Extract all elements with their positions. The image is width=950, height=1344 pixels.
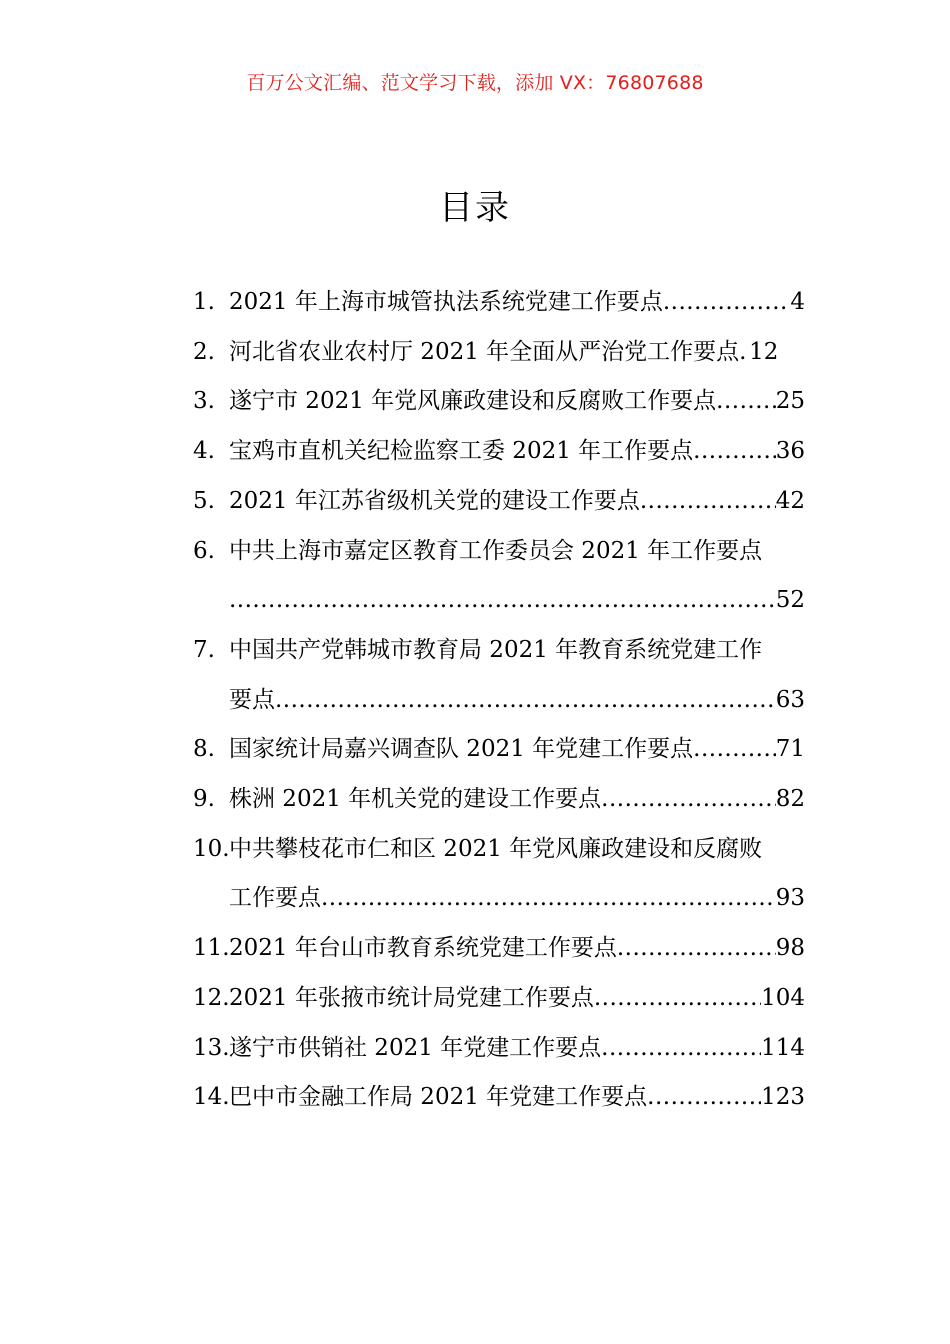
entry-title-continued: 工作要点: [229, 885, 321, 912]
entry-number: 4.: [193, 438, 215, 465]
entry-page: 71: [775, 736, 805, 763]
entry-page: 36: [775, 438, 805, 465]
dot-leader: [601, 775, 776, 825]
entry-number: 1.: [193, 289, 215, 315]
entry-number: 9.: [193, 786, 215, 813]
toc-entry[interactable]: [193, 527, 805, 626]
dot-leader: [640, 477, 776, 527]
entry-number: 14.: [193, 1084, 230, 1111]
toc-entry[interactable]: [193, 924, 805, 974]
page-title: 目录: [439, 188, 511, 228]
entry-page: 82: [775, 786, 805, 813]
dot-leader: [716, 377, 776, 427]
dot-leader: [617, 924, 776, 974]
entry-title: 巴中市金融工作局 2021 年党建工作要点: [229, 1084, 648, 1111]
entry-number: 6.: [193, 537, 215, 564]
entry-number: 10.: [193, 835, 230, 862]
entry-title: 2021 年江苏省级机关党的建设工作要点: [229, 487, 640, 514]
toc-entry[interactable]: [193, 825, 805, 924]
toc-entry[interactable]: [193, 974, 805, 1024]
entry-title: 2021 年台山市教育系统党建工作要点: [229, 935, 617, 962]
dot-leader: [275, 676, 776, 726]
entry-page: 42: [775, 487, 805, 514]
toc-entry[interactable]: [193, 725, 805, 775]
entry-title: 株洲 2021 年机关党的建设工作要点: [229, 786, 602, 813]
entry-title: 中共攀枝花市仁和区 2021 年党风廉政建设和反腐败: [229, 835, 763, 862]
toc-entry[interactable]: [193, 1024, 805, 1074]
toc-entry[interactable]: [193, 427, 805, 477]
dot-leader: [229, 576, 776, 626]
toc-entry[interactable]: [193, 278, 805, 328]
entry-number: 5.: [193, 487, 215, 514]
entry-title: 遂宁市供销社 2021 年党建工作要点: [229, 1034, 602, 1061]
entry-number: 11.: [193, 935, 230, 962]
entry-number: 12.: [193, 984, 230, 1011]
toc-entry[interactable]: [193, 775, 805, 825]
entry-title: 中共上海市嘉定区教育工作委员会 2021 年工作要点: [229, 537, 763, 564]
toc-entry[interactable]: [193, 477, 805, 527]
entry-page: 93: [775, 885, 805, 912]
entry-title: 中国共产党韩城市教育局 2021 年教育系统党建工作: [229, 636, 763, 663]
dot-leader: [693, 725, 776, 775]
entry-page: 12: [749, 338, 779, 365]
entry-title: 2021 年上海市城管执法系统党建工作要点: [229, 289, 663, 315]
entry-title: 遂宁市 2021 年党风廉政建设和反腐败工作要点: [229, 388, 717, 415]
entry-title-continued: 要点: [229, 686, 275, 713]
entry-number: 13.: [193, 1034, 230, 1061]
dot-leader: [739, 328, 749, 378]
entry-number: 7.: [193, 636, 215, 663]
toc-list: [193, 278, 805, 1123]
entry-page: 98: [775, 935, 805, 962]
entry-page: 114: [761, 1034, 805, 1061]
entry-page: 4: [790, 289, 805, 315]
dot-leader: [647, 1073, 761, 1123]
entry-title: 2021 年张掖市统计局党建工作要点: [229, 984, 594, 1011]
entry-number: 2.: [193, 338, 215, 365]
dot-leader: [321, 874, 776, 924]
entry-page: 63: [775, 686, 805, 713]
toc-entry[interactable]: [193, 1073, 805, 1123]
dot-leader: [594, 974, 761, 1024]
entry-title: 河北省农业农村厅 2021 年全面从严治党工作要点: [229, 338, 740, 365]
toc-entry[interactable]: [193, 626, 805, 725]
header-note: 百万公文汇编、范文学习下载，添加 VX：76807688: [246, 72, 704, 94]
toc-entry[interactable]: [193, 328, 805, 378]
dot-leader: [663, 278, 791, 328]
dot-leader: [601, 1024, 761, 1074]
entry-page: 123: [761, 1084, 805, 1111]
entry-title: 宝鸡市直机关纪检监察工委 2021 年工作要点: [229, 438, 694, 465]
toc-entry[interactable]: [193, 377, 805, 427]
entry-page: 104: [761, 984, 805, 1011]
entry-title: 国家统计局嘉兴调查队 2021 年党建工作要点: [229, 736, 694, 763]
entry-number: 8.: [193, 736, 215, 763]
entry-page: 25: [775, 388, 805, 415]
entry-number: 3.: [193, 388, 215, 415]
entry-page: 52: [775, 587, 805, 614]
dot-leader: [693, 427, 776, 477]
